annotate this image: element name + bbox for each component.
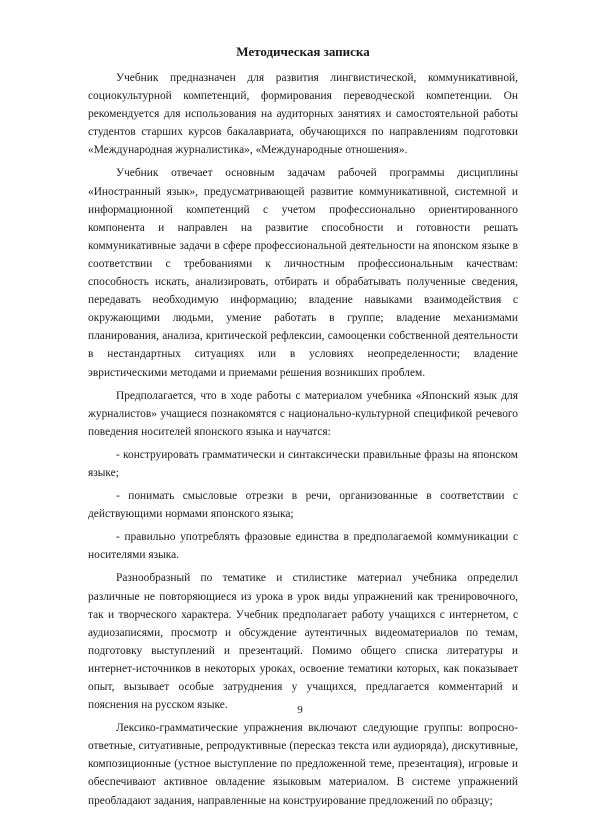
page-title: Методическая записка xyxy=(236,44,370,59)
page-number: 9 xyxy=(297,704,303,716)
paragraph-exercise-types: Разнообразный по тематике и стилистике материал учебника определил различные не повторяющиеся из урока в урок виды упражнений как тренировочного, так и творческого характера. Учебник предполагает работу учащихся с интернетом, с аудиозаписями, просмотр и обсуждение аутентичных видеоматериалов по темам, подготовку выступлений и презентаций. Помимо общего списка литературы и интернет-источников в некоторых уроках, освоение тематики которых, как показывает опыт, вызывает особые затруднения у учащихся, предлагается комментарий и пояснения на русском языке. xyxy=(88,572,518,712)
paragraph-program-goals: Учебник отвечает основным задачам рабочей программы дисциплины «Иностранный язык», предусматривающей развитие коммуникативной, системной и информационной компетенций с учетом профессионально ориентированного компонента и направлен на развитие способности и готовности решать коммуникативные задачи в сфере профессиональной деятельности на японском языке в соответствии с требованиями к личностным профессиональным качествам: способность искать, анализировать, отбирать и обрабатывать полученные сведения, передавать необходимую информацию; владение навыками взаимодействия с окружающими людьми, умение работать в группе; владение механизмами планирования, анализа, критической рефлексии, самооценки собственной деятельности в нестандартных ситуациях или в условиях неопределенности; владение эвристическими методами и приемами решения возникших проблем. xyxy=(88,167,518,379)
paragraph-lexical-exercises: Лексико-грамматические упражнения включают следующие группы: вопросно-ответные, ситуативные, репродуктивные (пересказ текста или аудиоряда), дискутивные, композиционные (устное выступление по предложенной теме, презентация), игровые и обеспечивают активное овладение языковым материалом. В системе упражнений преобладают задания, направленные на конструирование предложений по образцу; xyxy=(88,722,518,807)
paragraph-intro: Учебник предназначен для развития лингвистической, коммуникативной, социокультурной компетенций, формирования переводческой компетенции. Он рекомендуется для использования на аудиторных занятиях и самостоятельной работы студентов старших курсов бакалавриата, обучающихся по направлениям подготовки «Международная журналистика», «Международные отношения». xyxy=(88,72,518,157)
list-item-skill-3: - правильно употреблять фразовые единства в предполагаемой коммуникации с носителями языка. xyxy=(88,531,518,562)
paragraph-expected-skills: Предполагается, что в ходе работы с материалом учебника «Японский язык для журналистов» учащиеся познакомятся с национально-культурной спецификой речевого поведения носителей японского языка и научатся: xyxy=(88,389,518,438)
list-item-skill-2: - понимать смысловые отрезки в речи, организованные в соответствии с действующими нормами японского языка; xyxy=(88,490,518,521)
page-content xyxy=(88,44,518,815)
list-item-skill-1: - конструировать грамматически и синтаксически правильные фразы на японском языке; xyxy=(88,448,518,479)
